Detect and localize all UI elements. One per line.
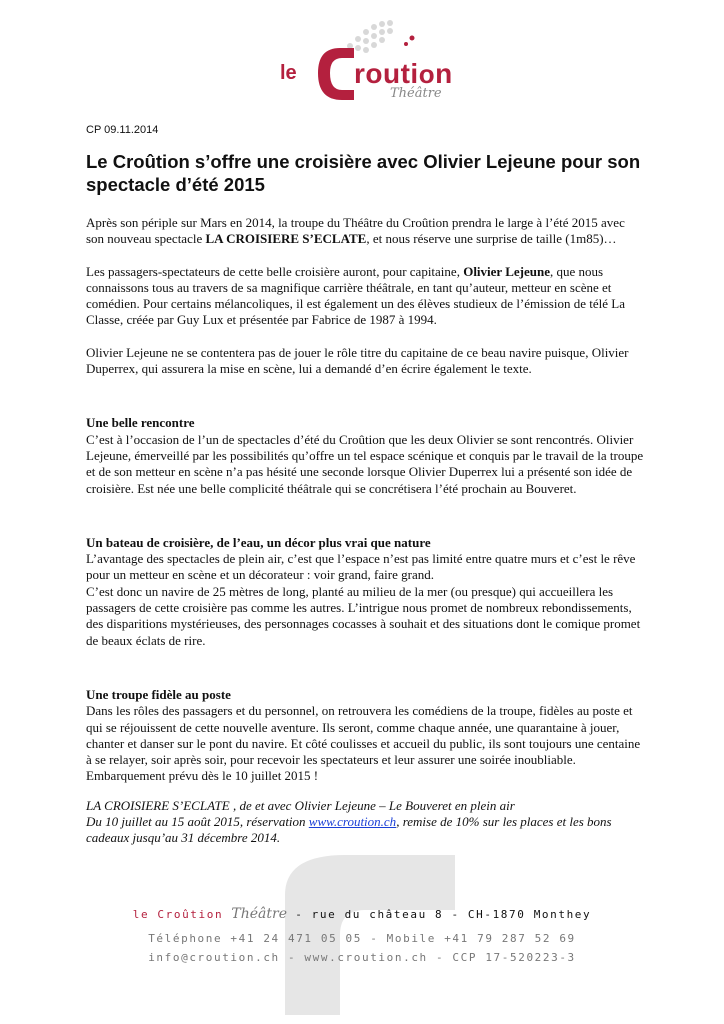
footer-address-line	[0, 906, 724, 926]
footer	[0, 906, 724, 964]
footer-web-line: info@croution.ch - www.croution.ch - CCP 17-520223-3	[148, 951, 576, 964]
paragraph-plein-air: L’avantage des spectacles de plein air, c’est que l’espace n’est pas limité entre quatre murs et c’est le rêve pour un metteur en scène et un décorateur : voir grand, faire grand.	[86, 551, 636, 583]
closing-info	[86, 798, 646, 847]
paragraph-navire: C’est donc un navire de 25 mètres de long, planté au milieu de la mer (ou presque) qui accueillera les passagers de cette croisière pas comme les autres. L’intrigue nous promet de nombreux rebondissements, des disparitions mystérieuses, des personnages cocasses à souhait et des situations dont le comique promet de beaux éclats de rire.	[86, 583, 641, 648]
paragraph-author: Olivier Lejeune ne se contentera pas de jouer le rôle titre du capitaine de ce beau navire puisque, Olivier Duperrex, qui assurera la mise en scène, lui a demandé d’en écrire également le texte.	[86, 344, 629, 377]
press-release-date: CP 09.11.2014	[86, 124, 159, 136]
croution-logo	[270, 18, 460, 108]
logo-wordmark: roution	[354, 58, 453, 89]
show-title: LA CROISIERE S’ECLATE	[205, 231, 367, 247]
article-body	[86, 215, 646, 847]
headline: Le Croûtion s’offre une croisière avec Olivier Lejeune pour son spectacle d’été 2015	[86, 151, 641, 195]
paragraph-captain: Les passagers-spectateurs de cette belle croisière auront, pour capitaine, Olivier Lejeune, que nous connaissons tous au travers de sa magnifique carrière théâtrale, en tant qu’auteur, metteur en scène et comédien. Pour certains mélancoliques, il est également un des élèves studieux de l’émission de télé La Classe, créée par Guy Lux et présentée par Fabrice de 1987 à 1994.	[86, 263, 625, 328]
closing-line-2: Du 10 juillet au 15 août 2015, réservation www.croution.ch, remise de 10% sur les places et les bons cadeaux jusqu’au 31 décembre 2014.	[86, 814, 612, 846]
footer-address: - rue du château 8 - CH-1870 Monthey	[287, 908, 592, 921]
logo-theatre: Théâtre	[390, 86, 442, 101]
logo-le: le	[280, 62, 297, 84]
section-heading-bateau: Un bateau de croisière, de l’eau, un décor plus vrai que nature	[86, 534, 431, 550]
website-link[interactable]: www.croution.ch	[308, 814, 397, 830]
section-heading-troupe: Une troupe fidèle au poste	[86, 686, 231, 702]
footer-theatre: Théâtre	[231, 906, 288, 922]
paragraph-troupe: Dans les rôles des passagers et du personnel, on retrouvera les comédiens de la troupe, fidèles au poste et qui se réjouissent de cette nouvelle aventure. Ils seront, comme chaque année, une quarantaine à jouer, chanter et danser sur le pont du navire. Et côté coulisses et accueil du public, ils sont toujours une centaine à se relayer, soir après soir, pour recevoir les spectateurs et leur assurer une soirée inoubliable. Embarquement prévu dès le 10 juillet 2015 !	[86, 703, 641, 784]
footer-phone-line: Téléphone +41 24 471 05 05 - Mobile +41 79 287 52 69	[148, 932, 576, 945]
footer-brand: le Croûtion	[132, 908, 224, 921]
captain-name: Olivier Lejeune	[463, 263, 550, 279]
section-heading-rencontre: Une belle rencontre	[86, 415, 195, 431]
paragraph-rencontre: C’est à l’occasion de l’un de spectacles d’été du Croûtion que les deux Olivier se sont rencontrés. Olivier Lejeune, émerveillé par les possibilités qu’offre un tel espace scénique et conquis par le travail de la troupe et de son metteur en scène n’a pas hésité une seconde lorsque Olivier Duperrex lui a présenté son idée de croisière. Est née une belle complicité théâtrale qui se concrétisera l’été prochain au Bouveret.	[86, 431, 644, 496]
paragraph-intro: Après son périple sur Mars en 2014, la troupe du Théâtre du Croûtion prendra le large à l’été 2015 avec son nouveau spectacle LA CROISIERE S’ECLATE, et nous réserve une surprise de taille (1m85)…	[86, 215, 625, 247]
closing-line-1: LA CROISIERE S’ECLATE , de et avec Olivier Lejeune – Le Bouveret en plein air	[86, 797, 515, 813]
